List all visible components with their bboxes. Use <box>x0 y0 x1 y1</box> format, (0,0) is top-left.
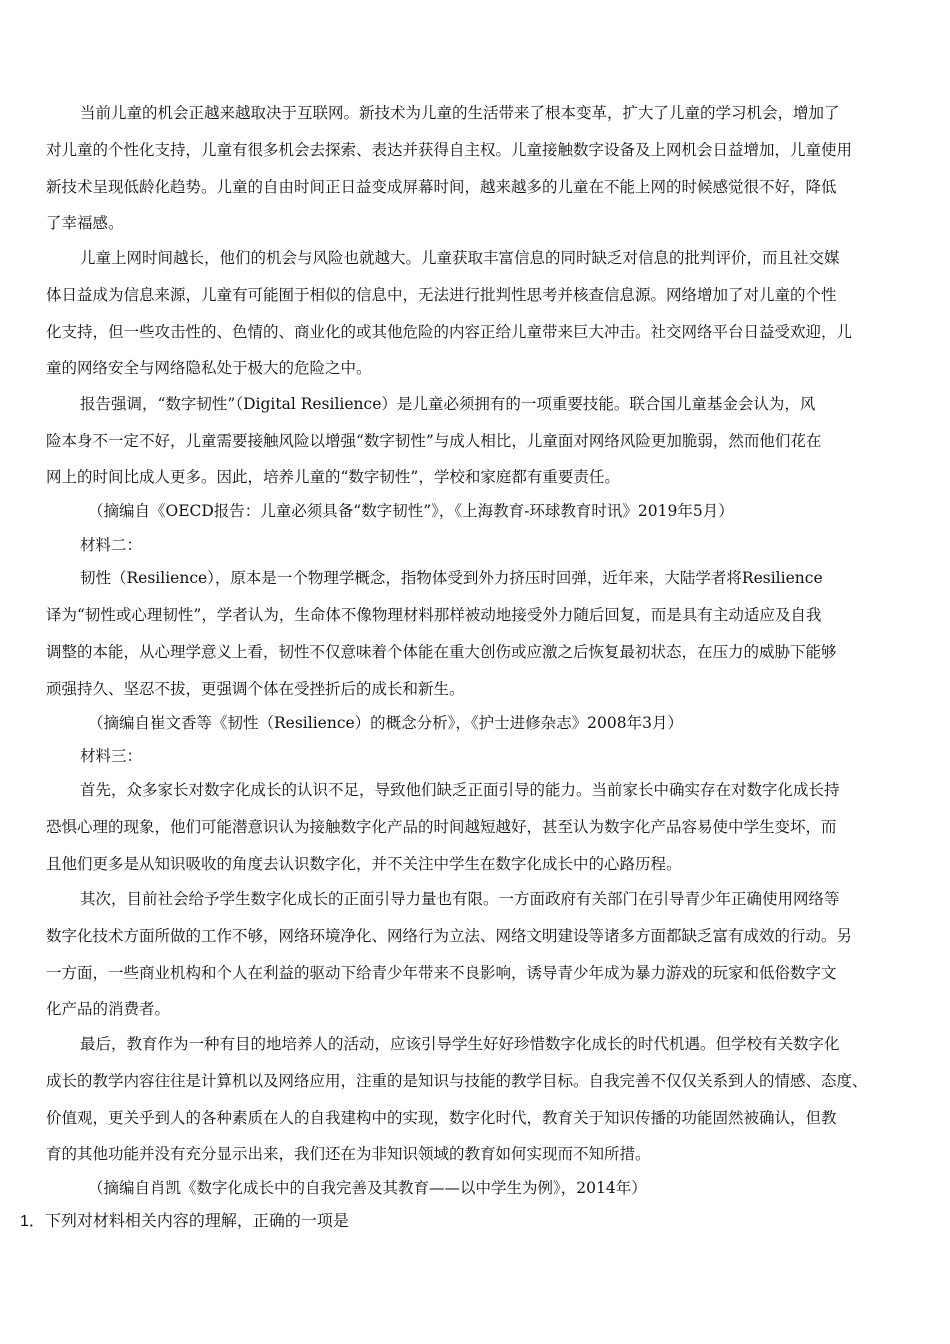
section-heading: 材料二： <box>80 536 143 554</box>
section-heading: 材料三： <box>80 747 143 765</box>
text-line: 对儿童的个性化支持，儿童有很多机会去探索、表达并获得自主权。儿童接触数字设备及上网机会日益增加，儿童使用 <box>46 141 853 159</box>
text-line: 化产品的消费者。 <box>46 1000 171 1018</box>
text-line: 育的其他功能并没有充分显示出来，我们还在为非知识领域的教育如何实现而不知所措。 <box>46 1145 651 1163</box>
text-line: 数字化技术方面所做的工作不够，网络环境净化、网络行为立法、网络文明建设等诸多方面都缺乏富有成效的行动。另 <box>46 927 853 945</box>
source-citation: （摘编自肖凯《数字化成长中的自我完善及其教育——以中学生为例》，2014年） <box>88 1179 647 1197</box>
text-line: 新技术呈现低龄化趋势。儿童的自由时间正日益变成屏幕时间，越来越多的儿童在不能上网的时候感觉很不好，降低 <box>46 178 837 196</box>
text-line: 最后，教育作为一种有目的地培养人的活动，应该引导学生好好珍惜数字化成长的时代机遇。但学校有关数字化 <box>80 1035 840 1053</box>
question-1: 1．下列对材料相关内容的理解，正确的一项是 <box>20 1213 349 1230</box>
text-line: 价值观，更关乎到人的各种素质在人的自我建构中的实现，数字化时代，教育关于知识传播的功能固然被确认，但教 <box>46 1109 837 1127</box>
text-line: 当前儿童的机会正越来越取决于互联网。新技术为儿童的生活带来了根本变革，扩大了儿童的学习机会，增加了 <box>80 104 840 122</box>
source-citation: （摘编自《OECD报告：儿童必须具备“数字韧性”》，《上海教育-环球教育时讯》2019年5月） <box>88 502 734 520</box>
text-line: 险本身不一定不好，儿童需要接触风险以增强“数字韧性”与成人相比，儿童面对网络风险更加脆弱，然而他们花在 <box>46 432 822 450</box>
text-line: 报告强调，“数字韧性”（Digital Resilience）是儿童必须拥有的一项重要技能。联合国儿童基金会认为，风 <box>80 395 816 413</box>
text-line: 且他们更多是从知识吸收的角度去认识数字化，并不关注中学生在数字化成长中的心路历程。 <box>46 855 682 873</box>
text-line: 其次，目前社会给予学生数字化成长的正面引导力量也有限。一方面政府有关部门在引导青少年正确使用网络等 <box>80 890 840 908</box>
text-line: 童的网络安全与网络隐私处于极大的危险之中。 <box>46 359 372 377</box>
text-line: 化支持，但一些攻击性的、色情的、商业化的或其他危险的内容正给儿童带来巨大冲击。社交网络平台日益受欢迎，儿 <box>46 323 853 341</box>
text-line: 调整的本能，从心理学意义上看，韧性不仅意味着个体能在重大创伤或应激之后恢复最初状态，在压力的威胁下能够 <box>46 643 837 661</box>
text-line: 了幸福感。 <box>46 214 124 232</box>
text-line: 儿童上网时间越长，他们的机会与风险也就越大。儿童获取丰富信息的同时缺乏对信息的批判评价，而且社交媒 <box>80 249 840 267</box>
text-line: 一方面，一些商业机构和个人在利益的驱动下给青少年带来不良影响，诱导青少年成为暴力游戏的玩家和低俗数字文 <box>46 964 837 982</box>
text-line: 体日益成为信息来源，儿童有可能囿于相似的信息中，无法进行批判性思考并核查信息源。网络增加了对儿童的个性 <box>46 286 837 304</box>
source-citation: （摘编自崔文香等《韧性（Resilience）的概念分析》，《护士进修杂志》2008年3月） <box>88 714 683 732</box>
text-line: 译为“韧性或心理韧性”，学者认为，生命体不像物理材料那样被动地接受外力随后回复，而是具有主动适应及自我 <box>46 606 822 624</box>
text-line: 恐惧心理的现象，他们可能潜意识认为接触数字化产品的时间越短越好，甚至认为数字化产品容易使中学生变坏，而 <box>46 818 837 836</box>
text-line: 首先，众多家长对数字化成长的认识不足，导致他们缺乏正面引导的能力。当前家长中确实存在对数字化成长持 <box>80 781 840 799</box>
text-line: 顽强持久、坚忍不拔，更强调个体在受挫折后的成长和新生。 <box>46 680 465 698</box>
text-line: 韧性（Resilience），原本是一个物理学概念，指物体受到外力挤压时回弹，近年来，大陆学者将Resilience <box>80 569 823 587</box>
text-line: 成长的教学内容往往是计算机以及网络应用，注重的是知识与技能的教学目标。自我完善不仅仅关系到人的情感、态度、 <box>46 1072 868 1090</box>
text-line: 网上的时间比成人更多。因此，培养儿童的“数字韧性”，学校和家庭都有重要责任。 <box>46 468 620 486</box>
